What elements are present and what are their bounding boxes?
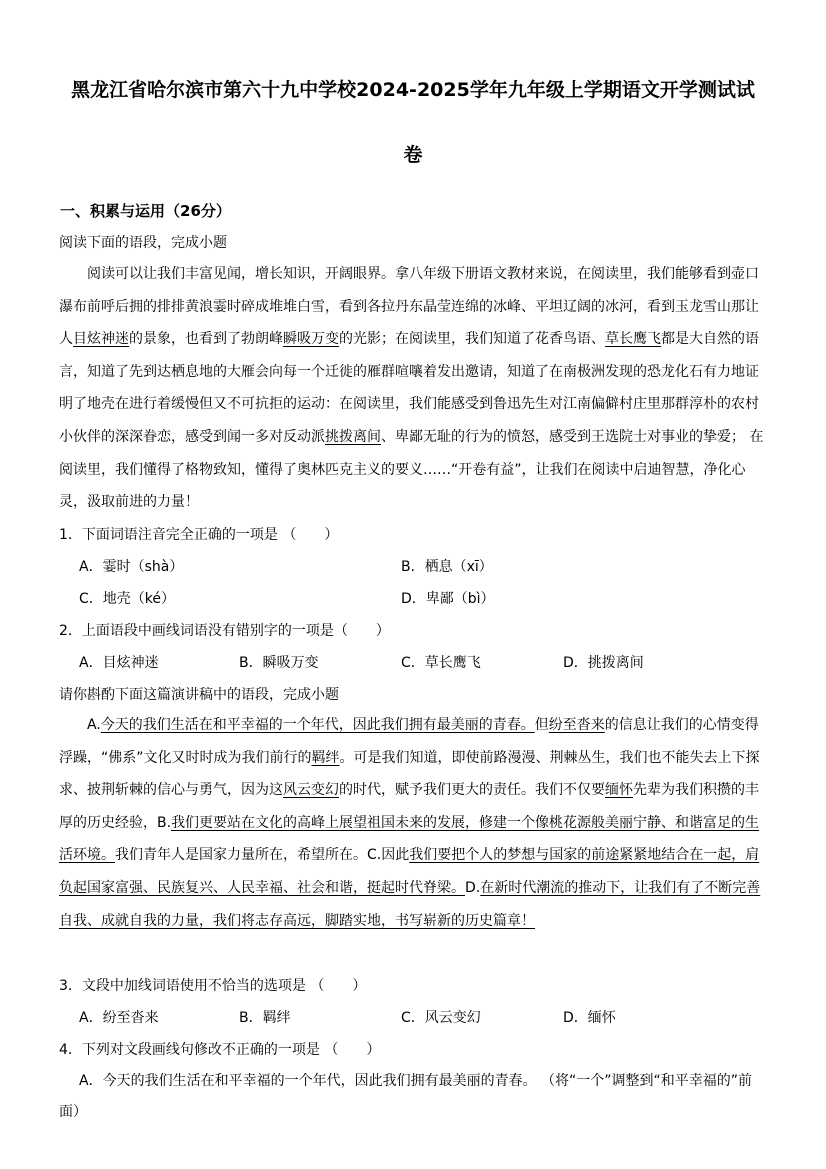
question-3-stem: 3．文段中加线词语使用不恰当的选项是 （ ） [59,978,367,994]
reading-passage: 阅读可以让我们丰富见闻，增长知识，开阔眼界。拿八年级下册语文教材来说，在阅读里，我们能够看到壶口瀑布前呼后拥的排排黄浪霎时碎成堆堆白雪，看到各拉丹东晶莹连绵的冰峰、平坦辽阔的冰河，看到玉龙雪山那让人目炫神迷的景象，也看到了勃朗峰瞬吸万变的光影；在阅读里，我们知道了花香鸟语、草长鹰飞都是大自然的语言，知道了先到达栖息地的大雁会向每一个迁徙的雁群喧嚷着发出邀请，知道了在南极洲发现的恐龙化石有力地证明了地壳在进行着缓慢但又不可抗拒的运动：在阅读里，我们能感受到鲁迅先生对江南偏僻村庄里那群淳朴的农村小伙伴的深深眷恋，感受到闻一多对反动派挑拨离间、卑鄙无耻的行为的愤怒，感受到王选院士对事业的挚爱； 在阅读里，我们懂得了格物致知，懂得了奥林匹克主义的要义……“开卷有益”，让我们在阅读中启迪智慧，净化心灵，汲取前进的力量！ [59,266,764,511]
q1-option-b: B．栖息（xī） [401,559,493,575]
document-title: 黑龙江省哈尔滨市第六十九中学校2024-2025学年九年级上学期语文开学测试试 [71,79,755,101]
marked-word: 缅怀 [605,782,633,799]
underlined-sentence-d: 在新时代潮流的推动下，让我们有了不断完善自我、成就自我的力量，我们将志存高远，脚踏实地，书写崭新的历史篇章！ [59,879,761,929]
speech-instruction: 请你斟酌下面这篇演讲稿中的语段，完成小题 [59,687,339,703]
underlined-word: 目炫神迷 [73,331,129,348]
marked-word: 纷至沓来 [548,717,605,733]
underlined-sentence-b: 我们更要站在文化的高峰上展望祖国未来的发展，修建一个像桃花源般美丽宁静、和谐富足的生活环境。 [59,814,760,864]
question-1-stem: 1．下面词语注音完全正确的一项是 （ ） [59,527,339,543]
underlined-word: 挑拨离间 [325,428,381,445]
q3-option-c: C．风云变幻 [401,1010,481,1026]
q3-option-d: D．缅怀 [563,1010,616,1026]
speech-passage: A.今天的我们生活在和平幸福的一个年代，因此我们拥有最美丽的青春。但纷至沓来的信息让我们的心情变得浮躁，“佛系”文化又时时成为我们前行的羁绊。可是我们知道，即使前路漫漫、荆棘丛生，我们也不能失去上下探求、披荆斩棘的信心与勇气，因为这风云变幻的时代，赋予我们更大的责任。我们不仅要缅怀先辈为我们积攒的丰厚的历史经验，B.我们更要站在文化的高峰上展望祖国未来的发展，修建一个像桃花源般美丽宁静、和谐富足的生活环境。我们青年人是国家力量所在，希望所在。C.因此我们要把个人的梦想与国家的前途紧紧地结合在一起，肩负起国家富强、民族复兴、人民幸福、社会和谐，挺起时代脊梁。D.在新时代潮流的推动下，让我们有了不断完善自我、成就自我的力量，我们将志存高远，脚踏实地，书写崭新的历史篇章！ [59,717,761,929]
q3-option-b: B．羁绊 [239,1010,291,1026]
underlined-word: 草长鹰飞 [605,331,661,348]
document-title-continued: 卷 [403,144,423,166]
underlined-sentence-c: 我们要把个人的梦想与国家的前途紧紧地结合在一起，肩负起国家富强、民族复兴、人民幸福、社会和谐，挺起时代脊梁。 [59,847,760,896]
underlined-sentence-a: 今天的我们生活在和平幸福的一个年代，因此我们拥有最美丽的青春。 [100,717,535,733]
q1-option-d: D．卑鄙（bì） [401,591,495,607]
marked-word: 风云变幻 [283,782,339,799]
q3-option-a: A．纷至沓来 [79,1010,159,1026]
q1-option-a: A．霎时（shà） [79,559,184,575]
underlined-word: 瞬吸万变 [283,331,339,348]
question-4-stem: 4．下列对文段画线句修改不正确的一项是 （ ） [59,1042,381,1058]
q2-option-c: C．草长鹰飞 [401,655,481,671]
marked-word: 羁绊 [311,749,340,766]
reading-instruction: 阅读下面的语段，完成小题 [59,235,227,251]
q2-option-d: D．挑拨离间 [563,655,644,671]
section-heading: 一、积累与运用（26分） [60,202,231,220]
q4-option-a: A．今天的我们生活在和平幸福的一个年代，因此我们拥有最美丽的青春。 （将“一个”调整到“和平幸福的”前面） [59,1073,753,1120]
q1-option-c: C．地壳（ké） [79,591,175,607]
q2-option-a: A．目炫神迷 [79,655,159,671]
question-2-stem: 2．上面语段中画线词语没有错别字的一项是（ ） [59,623,390,639]
q2-option-b: B．瞬吸万变 [239,655,319,671]
